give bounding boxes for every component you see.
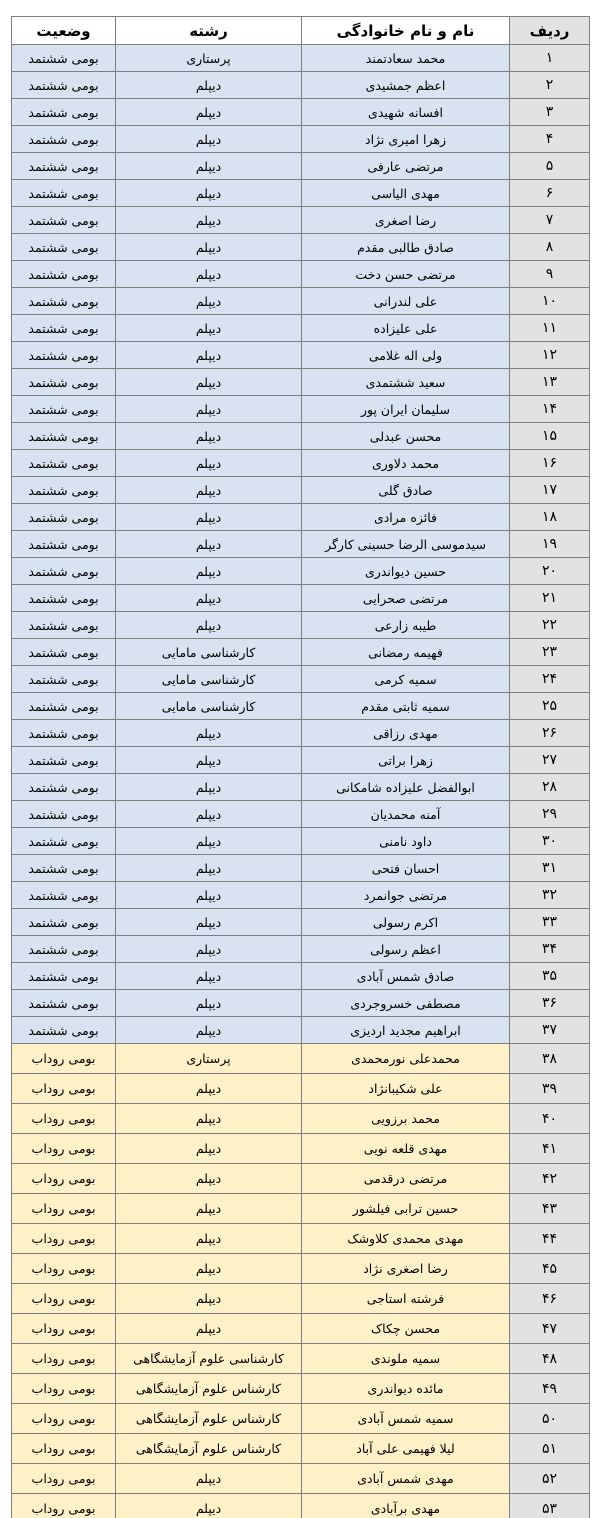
row-field: دیپلم [116, 1074, 302, 1104]
row-field: دیپلم [116, 855, 302, 882]
row-number: ۳۶ [510, 990, 590, 1017]
row-name: مهدی قلعه نویی [302, 1134, 510, 1164]
row-name: ابوالفضل علیزاده شامکانی [302, 774, 510, 801]
row-name: سعید ششتمدی [302, 369, 510, 396]
row-name: محمدعلی نورمحمدی [302, 1044, 510, 1074]
row-name: طیبه زارعی [302, 612, 510, 639]
row-status: بومی روداب [12, 1164, 116, 1194]
row-field: دیپلم [116, 1134, 302, 1164]
row-field: دیپلم [116, 990, 302, 1017]
row-name: افسانه شهیدی [302, 99, 510, 126]
row-field: دیپلم [116, 774, 302, 801]
row-status: بومی ششتمد [12, 531, 116, 558]
row-number: ۲۴ [510, 666, 590, 693]
row-field: دیپلم [116, 99, 302, 126]
row-field: دیپلم [116, 1494, 302, 1518]
table-row [12, 1017, 590, 1044]
row-number: ۹ [510, 261, 590, 288]
table-row [12, 585, 590, 612]
row-field: دیپلم [116, 126, 302, 153]
row-status: بومی روداب [12, 1134, 116, 1164]
table-row [12, 1434, 590, 1464]
row-number: ۱۴ [510, 396, 590, 423]
table-row [12, 1134, 590, 1164]
row-name: مهدی برآبادی [302, 1494, 510, 1518]
row-status: بومی روداب [12, 1104, 116, 1134]
table-row [12, 1314, 590, 1344]
row-status: بومی روداب [12, 1404, 116, 1434]
row-name: مرتضی حسن دخت [302, 261, 510, 288]
row-name: مرتضی درقدمی [302, 1164, 510, 1194]
row-field: دیپلم [116, 180, 302, 207]
table-row [12, 99, 590, 126]
row-status: بومی ششتمد [12, 747, 116, 774]
row-field: دیپلم [116, 261, 302, 288]
table-row [12, 180, 590, 207]
row-field: دیپلم [116, 72, 302, 99]
row-status: بومی ششتمد [12, 720, 116, 747]
row-field: پرستاری [116, 1044, 302, 1074]
row-name: محمد برزویی [302, 1104, 510, 1134]
row-name: سیدموسی الرضا حسینی کارگر [302, 531, 510, 558]
row-number: ۳۲ [510, 882, 590, 909]
row-name: سلیمان ایران پور [302, 396, 510, 423]
table-row [12, 477, 590, 504]
row-name: سمیه شمس آبادی [302, 1404, 510, 1434]
row-name: مرتضی عارفی [302, 153, 510, 180]
row-field: دیپلم [116, 477, 302, 504]
row-number: ۳۴ [510, 936, 590, 963]
row-field: دیپلم [116, 1284, 302, 1314]
row-name: مهدی شمس آبادی [302, 1464, 510, 1494]
row-number: ۳۹ [510, 1074, 590, 1104]
table-row [12, 828, 590, 855]
row-field: کارشناس علوم آزمایشگاهی [116, 1434, 302, 1464]
table-row [12, 747, 590, 774]
row-status: بومی روداب [12, 1254, 116, 1284]
row-name: سمیه ملوندی [302, 1344, 510, 1374]
table-row [12, 126, 590, 153]
table-row [12, 720, 590, 747]
row-number: ۲ [510, 72, 590, 99]
row-number: ۲۱ [510, 585, 590, 612]
row-number: ۸ [510, 234, 590, 261]
table-row [12, 1284, 590, 1314]
row-status: بومی روداب [12, 1074, 116, 1104]
row-status: بومی ششتمد [12, 369, 116, 396]
row-status: بومی ششتمد [12, 585, 116, 612]
row-number: ۴۴ [510, 1224, 590, 1254]
row-number: ۲۸ [510, 774, 590, 801]
table-row [12, 666, 590, 693]
header-field: رشته [116, 17, 302, 45]
row-number: ۵۳ [510, 1494, 590, 1518]
row-status: بومی روداب [12, 1464, 116, 1494]
row-status: بومی ششتمد [12, 990, 116, 1017]
table-row [12, 1404, 590, 1434]
table-row [12, 1254, 590, 1284]
row-number: ۱۶ [510, 450, 590, 477]
table-row [12, 639, 590, 666]
row-field: کارشناس علوم آزمایشگاهی [116, 1404, 302, 1434]
row-name: محسن چکاک [302, 1314, 510, 1344]
row-field: کارشناسی مامایی [116, 639, 302, 666]
table-row [12, 1164, 590, 1194]
row-number: ۱ [510, 45, 590, 72]
table-row [12, 1224, 590, 1254]
row-field: دیپلم [116, 558, 302, 585]
table-row [12, 531, 590, 558]
row-field: دیپلم [116, 396, 302, 423]
row-number: ۵۱ [510, 1434, 590, 1464]
row-number: ۳ [510, 99, 590, 126]
row-status: بومی ششتمد [12, 396, 116, 423]
row-field: دیپلم [116, 207, 302, 234]
row-name: حسین دیواندری [302, 558, 510, 585]
row-name: رضا اصغری [302, 207, 510, 234]
table-row [12, 45, 590, 72]
row-name: مهدی محمدی کلاوشک [302, 1224, 510, 1254]
table-row [12, 504, 590, 531]
row-name: علی شکیبانژاد [302, 1074, 510, 1104]
row-field: دیپلم [116, 504, 302, 531]
row-number: ۴۵ [510, 1254, 590, 1284]
row-name: حسین ترابی فیلشور [302, 1194, 510, 1224]
row-name: سمیه کرمی [302, 666, 510, 693]
table-row [12, 855, 590, 882]
row-number: ۴۹ [510, 1374, 590, 1404]
table-row [12, 1374, 590, 1404]
row-name: محمد سعادتمند [302, 45, 510, 72]
table-row [12, 990, 590, 1017]
row-name: علی لندرانی [302, 288, 510, 315]
row-name: مهدی رزاقی [302, 720, 510, 747]
row-status: بومی روداب [12, 1314, 116, 1344]
row-number: ۵۲ [510, 1464, 590, 1494]
row-number: ۴۳ [510, 1194, 590, 1224]
table-row [12, 1194, 590, 1224]
table-row [12, 909, 590, 936]
row-name: ولی اله غلامی [302, 342, 510, 369]
row-number: ۲۶ [510, 720, 590, 747]
row-status: بومی ششتمد [12, 558, 116, 585]
row-status: بومی روداب [12, 1044, 116, 1074]
table-row [12, 396, 590, 423]
table-row [12, 1044, 590, 1074]
row-status: بومی ششتمد [12, 882, 116, 909]
header-name: نام و نام خانوادگی [302, 17, 510, 45]
row-status: بومی ششتمد [12, 477, 116, 504]
row-number: ۳۱ [510, 855, 590, 882]
row-number: ۳۸ [510, 1044, 590, 1074]
table-row [12, 315, 590, 342]
row-number: ۲۰ [510, 558, 590, 585]
row-name: سمیه ثابتی مقدم [302, 693, 510, 720]
header-status: وضعیت [12, 17, 116, 45]
row-name: داود نامنی [302, 828, 510, 855]
row-number: ۴ [510, 126, 590, 153]
row-status: بومی ششتمد [12, 639, 116, 666]
row-field: دیپلم [116, 1314, 302, 1344]
row-field: دیپلم [116, 936, 302, 963]
table-row [12, 261, 590, 288]
row-number: ۱۰ [510, 288, 590, 315]
row-field: دیپلم [116, 747, 302, 774]
row-status: بومی ششتمد [12, 234, 116, 261]
row-field: دیپلم [116, 801, 302, 828]
table-row [12, 369, 590, 396]
row-name: علی علیزاده [302, 315, 510, 342]
row-name: محمد دلاوری [302, 450, 510, 477]
row-name: مرتضی صحرایی [302, 585, 510, 612]
row-status: بومی ششتمد [12, 1017, 116, 1044]
row-field: کارشناسی علوم آزمایشگاهی [116, 1344, 302, 1374]
row-number: ۱۷ [510, 477, 590, 504]
row-status: بومی روداب [12, 1434, 116, 1464]
row-number: ۱۹ [510, 531, 590, 558]
row-field: دیپلم [116, 288, 302, 315]
roster-table [11, 16, 590, 1518]
row-name: آمنه محمدیان [302, 801, 510, 828]
table-row [12, 882, 590, 909]
row-status: بومی ششتمد [12, 315, 116, 342]
row-number: ۳۵ [510, 963, 590, 990]
row-number: ۱۱ [510, 315, 590, 342]
row-status: بومی ششتمد [12, 180, 116, 207]
row-name: ابراهیم مجدید اردیزی [302, 1017, 510, 1044]
table-row [12, 558, 590, 585]
table-row [12, 801, 590, 828]
row-number: ۲۳ [510, 639, 590, 666]
row-name: لیلا فهیمی علی آباد [302, 1434, 510, 1464]
table-row [12, 1494, 590, 1518]
table-row [12, 1344, 590, 1374]
row-field: دیپلم [116, 828, 302, 855]
row-status: بومی روداب [12, 1344, 116, 1374]
table-row [12, 342, 590, 369]
row-status: بومی ششتمد [12, 207, 116, 234]
row-field: دیپلم [116, 612, 302, 639]
row-field: کارشناسی مامایی [116, 693, 302, 720]
table-row [12, 1464, 590, 1494]
row-field: دیپلم [116, 450, 302, 477]
row-field: دیپلم [116, 1164, 302, 1194]
row-field: دیپلم [116, 234, 302, 261]
row-field: دیپلم [116, 342, 302, 369]
row-number: ۱۸ [510, 504, 590, 531]
row-status: بومی ششتمد [12, 288, 116, 315]
row-name: اکرم رسولی [302, 909, 510, 936]
header-row [12, 17, 590, 45]
row-name: فائزه مرادی [302, 504, 510, 531]
row-status: بومی روداب [12, 1224, 116, 1254]
table-row [12, 1104, 590, 1134]
row-number: ۴۷ [510, 1314, 590, 1344]
row-name: احسان فتحی [302, 855, 510, 882]
table-row [12, 1074, 590, 1104]
row-name: مصطفی خسروجردی [302, 990, 510, 1017]
row-name: صادق طالبی مقدم [302, 234, 510, 261]
header-radif: ردیف [510, 17, 590, 45]
row-name: مائده دیواندری [302, 1374, 510, 1404]
row-number: ۴۱ [510, 1134, 590, 1164]
row-number: ۶ [510, 180, 590, 207]
row-name: زهرا امیری نژاد [302, 126, 510, 153]
row-number: ۲۵ [510, 693, 590, 720]
table-row [12, 774, 590, 801]
row-field: دیپلم [116, 423, 302, 450]
row-field: دیپلم [116, 585, 302, 612]
row-name: صادق شمس آبادی [302, 963, 510, 990]
table-row [12, 207, 590, 234]
row-name: صادق گلی [302, 477, 510, 504]
row-field: دیپلم [116, 1254, 302, 1284]
table-row [12, 693, 590, 720]
row-field: دیپلم [116, 963, 302, 990]
row-field: کارشناس علوم آزمایشگاهی [116, 1374, 302, 1404]
row-name: مرتضی جوانمرد [302, 882, 510, 909]
row-name: مهدی الیاسی [302, 180, 510, 207]
row-status: بومی ششتمد [12, 450, 116, 477]
row-status: بومی ششتمد [12, 45, 116, 72]
table-row [12, 72, 590, 99]
row-number: ۴۶ [510, 1284, 590, 1314]
row-number: ۷ [510, 207, 590, 234]
table-row [12, 153, 590, 180]
row-status: بومی روداب [12, 1374, 116, 1404]
row-field: دیپلم [116, 369, 302, 396]
row-status: بومی ششتمد [12, 963, 116, 990]
row-name: محسن عبدلی [302, 423, 510, 450]
row-status: بومی ششتمد [12, 153, 116, 180]
row-status: بومی ششتمد [12, 909, 116, 936]
table-row [12, 612, 590, 639]
row-status: بومی روداب [12, 1194, 116, 1224]
row-name: فرشته استاجی [302, 1284, 510, 1314]
row-number: ۴۸ [510, 1344, 590, 1374]
row-field: دیپلم [116, 1194, 302, 1224]
row-field: دیپلم [116, 153, 302, 180]
row-status: بومی ششتمد [12, 72, 116, 99]
row-status: بومی ششتمد [12, 126, 116, 153]
row-status: بومی ششتمد [12, 261, 116, 288]
row-field: کارشناسی مامایی [116, 666, 302, 693]
row-status: بومی ششتمد [12, 666, 116, 693]
row-status: بومی ششتمد [12, 936, 116, 963]
table-row [12, 423, 590, 450]
row-number: ۲۲ [510, 612, 590, 639]
row-field: دیپلم [116, 720, 302, 747]
row-number: ۴۲ [510, 1164, 590, 1194]
row-status: بومی ششتمد [12, 693, 116, 720]
row-number: ۵ [510, 153, 590, 180]
row-number: ۱۳ [510, 369, 590, 396]
row-field: دیپلم [116, 315, 302, 342]
row-name: رضا اصغری نژاد [302, 1254, 510, 1284]
row-name: اعظم رسولی [302, 936, 510, 963]
row-status: بومی ششتمد [12, 801, 116, 828]
row-field: دیپلم [116, 531, 302, 558]
table-row [12, 936, 590, 963]
row-number: ۴۰ [510, 1104, 590, 1134]
row-status: بومی ششتمد [12, 612, 116, 639]
row-field: دیپلم [116, 909, 302, 936]
row-field: دیپلم [116, 1017, 302, 1044]
table-row [12, 288, 590, 315]
row-number: ۳۰ [510, 828, 590, 855]
row-field: دیپلم [116, 1464, 302, 1494]
table-body [12, 45, 590, 1518]
row-status: بومی ششتمد [12, 504, 116, 531]
row-number: ۲۷ [510, 747, 590, 774]
row-field: دیپلم [116, 1224, 302, 1254]
row-status: بومی ششتمد [12, 423, 116, 450]
row-field: پرستاری [116, 45, 302, 72]
row-status: بومی روداب [12, 1284, 116, 1314]
row-status: بومی ششتمد [12, 855, 116, 882]
table-row [12, 450, 590, 477]
row-number: ۱۵ [510, 423, 590, 450]
row-number: ۲۹ [510, 801, 590, 828]
row-name: فهیمه رمضانی [302, 639, 510, 666]
row-status: بومی ششتمد [12, 828, 116, 855]
row-field: دیپلم [116, 1104, 302, 1134]
row-status: بومی ششتمد [12, 774, 116, 801]
table-row [12, 963, 590, 990]
table-row [12, 234, 590, 261]
row-status: بومی ششتمد [12, 99, 116, 126]
row-number: ۱۲ [510, 342, 590, 369]
row-name: زهرا براتی [302, 747, 510, 774]
row-number: ۳۳ [510, 909, 590, 936]
row-number: ۵۰ [510, 1404, 590, 1434]
row-field: دیپلم [116, 882, 302, 909]
row-name: اعظم جمشیدی [302, 72, 510, 99]
row-status: بومی روداب [12, 1494, 116, 1518]
row-status: بومی ششتمد [12, 342, 116, 369]
row-number: ۳۷ [510, 1017, 590, 1044]
